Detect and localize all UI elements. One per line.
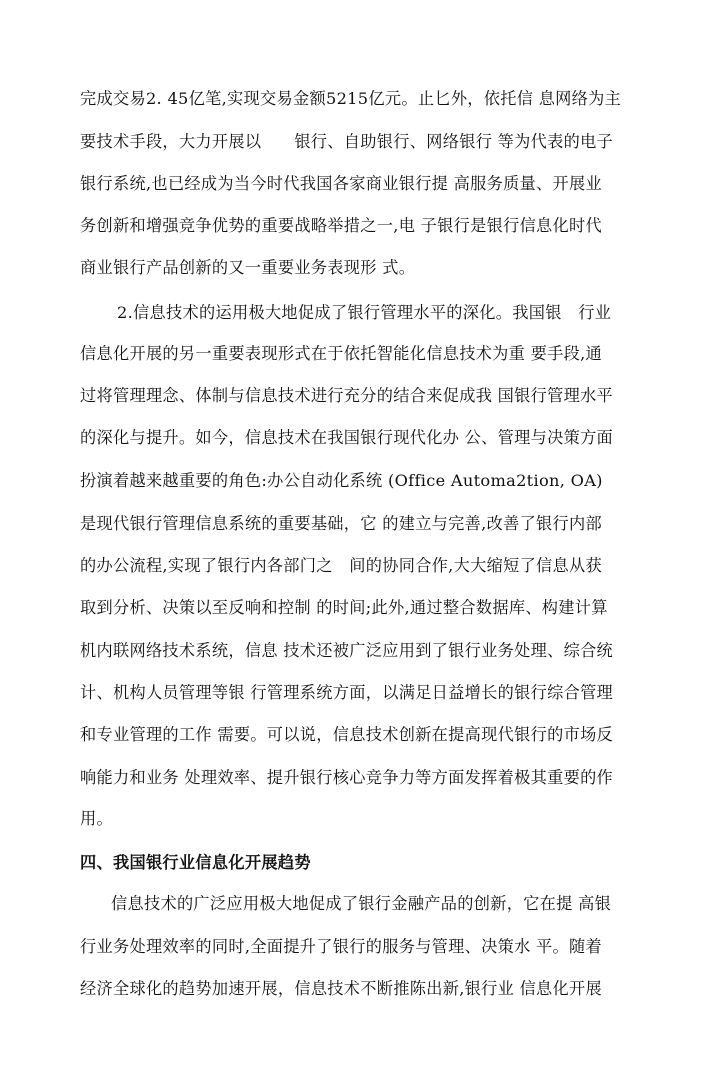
text-line: 机内联网络技术系统，信息 技术还被广泛应用到了银行业务处理、综合统	[80, 641, 614, 660]
text-line: 银行系统,也已经成为当今时代我国各家商业银行提 高服务质量、开展业	[80, 174, 603, 193]
text-line: 完成交易2. 45亿笔,实现交易金额5215亿元。止匕外，依托信 息网络为主	[80, 89, 622, 108]
text-line: 是现代银行管理信息系统的重要基础，它 的建立与完善,改善了银行内部	[80, 514, 603, 533]
text-line: 的办公流程,实现了银行内各部门之 间的协同合作,大大缩短了信息从获	[80, 556, 603, 575]
text-line: 计、机构人员管理等银 行管理系统方面，以满足日益增长的银行综合管理	[80, 683, 614, 702]
text-line: 的深化与提升。如今，信息技术在我国银行现代化办 公、管理与决策方面	[80, 428, 614, 447]
text-line: 商业银行产品创新的又一重要业务表现形 式。	[80, 258, 416, 277]
text-line: 取到分析、决策以至反响和控制 的时间;此外,通过整合数据库、构建计算	[80, 598, 608, 617]
text-line: 和专业管理的工作 需要。可以说，信息技术创新在提高现代银行的市场反	[80, 725, 614, 744]
text-line: 信息化开展的另一重要表现形式在于依托智能化信息技术为重 要手段,通	[80, 344, 603, 363]
text-line: 用。	[80, 809, 113, 828]
text-line: 过将管理理念、体制与信息技术进行充分的结合来促成我 国银行管理水平	[80, 386, 614, 405]
text-line: 2.信息技术的运用极大地促成了银行管理水平的深化。我国银 行业	[117, 303, 612, 322]
text-line: 扮演着越来越重要的角色:办公自动化系统 (Office Automa2tion, OA)	[80, 471, 603, 490]
text-line: 信息技术的广泛应用极大地促成了银行金融产品的创新，它在提 高银	[111, 894, 612, 913]
text-line: 要技术手段，大力开展以 银行、自助银行、网络银行 等为代表的电子	[80, 132, 614, 151]
section-heading: 四、我国银行业信息化开展趋势	[80, 853, 311, 872]
text-line: 经济全球化的趋势加速开展，信息技术不断推陈出新,银行业 信息化开展	[80, 979, 603, 998]
text-line: 行业务处理效率的同时,全面提升了银行的服务与管理、决策水 平。随着	[80, 937, 603, 956]
text-line: 务创新和增强竞争优势的重要战略举措之一,电 子银行是银行信息化时代	[80, 216, 603, 235]
text-line: 响能力和业务 处理效率、提升银行核心竞争力等方面发挥着极其重要的作	[80, 768, 614, 787]
